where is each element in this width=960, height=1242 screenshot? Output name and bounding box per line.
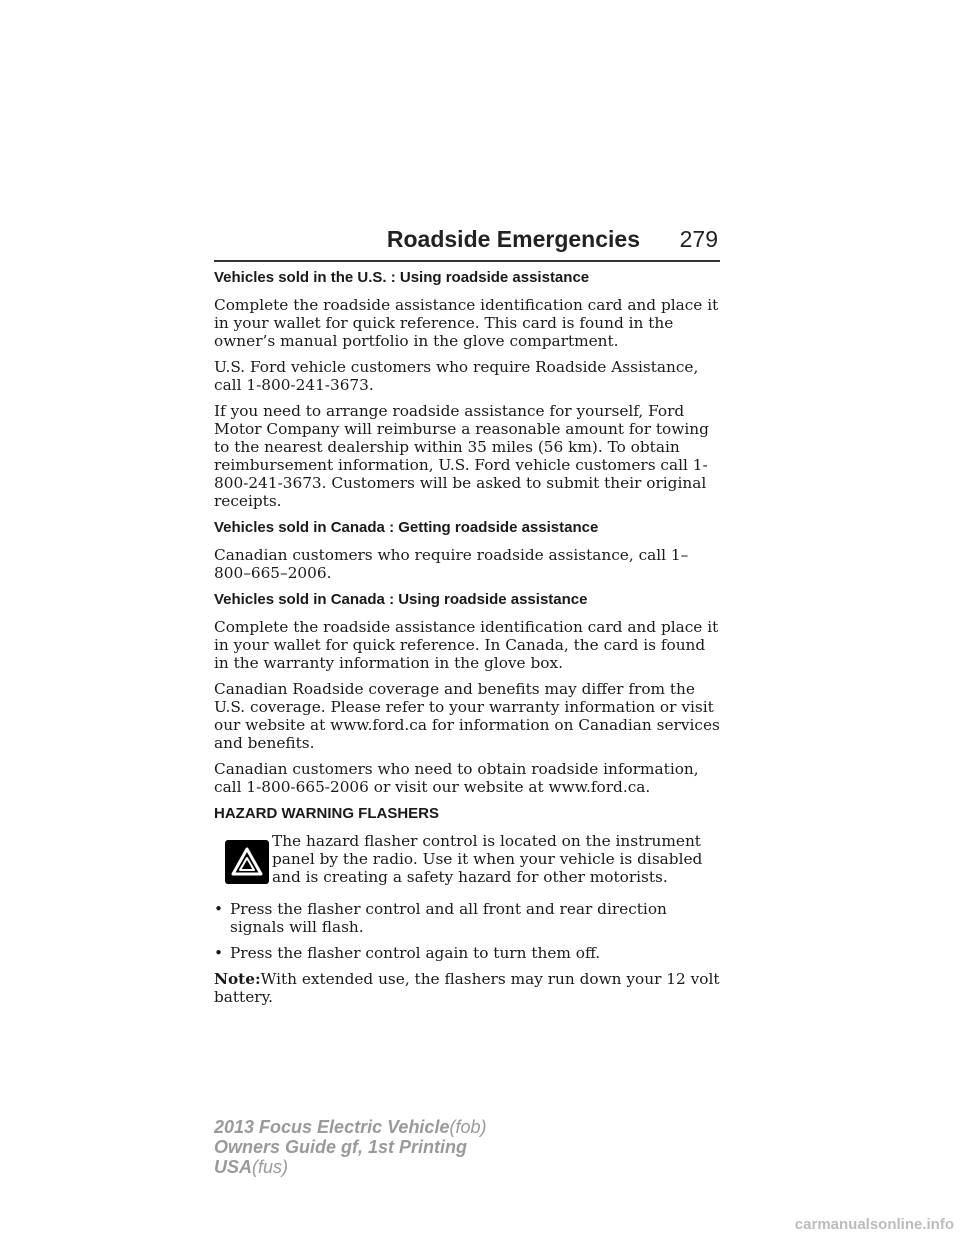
footer-market: USA xyxy=(214,1157,253,1177)
bullet-item-2: • Press the flasher control again to turn them off. xyxy=(214,944,722,962)
footer-line-3 xyxy=(214,1157,486,1177)
canada-use-heading: Vehicles sold in Canada : Using roadside assistance xyxy=(214,591,588,608)
us-heading: Vehicles sold in the U.S. : Using roadside assistance xyxy=(214,269,590,286)
canada-get-heading: Vehicles sold in Canada : Getting roadside assistance xyxy=(214,519,599,536)
page-number: 279 xyxy=(679,226,718,252)
footer-line-1 xyxy=(214,1117,486,1137)
note-paragraph xyxy=(214,970,722,1006)
header-rule xyxy=(214,260,720,262)
note-label: Note: xyxy=(214,970,261,988)
canada-get-paragraph: Canadian customers who require roadside assistance, call 1–800–665–2006. xyxy=(214,546,689,582)
us-paragraph-3: If you need to arrange roadside assistance for yourself, Ford Motor Company will reimburse a reasonable amount for towing to the nearest dealership within 35 miles (56 km). To obtain reimbursement information, U.S. Ford vehicle customers call 1-800-241-3673. Customers will be asked to submit their original receipts. xyxy=(214,402,709,510)
canada-use-paragraph-1: Complete the roadside assistance identification card and place it in your wallet for quick reference. In Canada, the card is found in the warranty information in the glove box. xyxy=(214,618,719,672)
footer-market-code: (fus) xyxy=(252,1157,289,1177)
hazard-heading: HAZARD WARNING FLASHERS xyxy=(214,805,439,822)
us-paragraph-1: Complete the roadside assistance identification card and place it in your wallet for quick reference. This card is found in the owner’s manual portfolio in the glove compartment. xyxy=(214,296,719,350)
us-paragraph-2: U.S. Ford vehicle customers who require Roadside Assistance, call 1-800-241-3673. xyxy=(214,358,699,394)
note-text: With extended use, the flashers may run down your 12 volt battery. xyxy=(214,970,720,1006)
hazard-paragraph: The hazard flasher control is located on the instrument panel by the radio. Use it when your vehicle is disabled and is creating a safety hazard for other motorists. xyxy=(272,832,703,886)
page-title: Roadside Emergencies xyxy=(386,226,640,252)
canada-use-paragraph-2: Canadian Roadside coverage and benefits may differ from the U.S. coverage. Please refer to your warranty information or visit our website at www.ford.ca for information on Canadian services and benefits. xyxy=(214,680,720,752)
footer-vehicle-code: (fob) xyxy=(449,1117,487,1137)
watermark: carmanualsonline.info xyxy=(794,1216,954,1233)
canada-use-paragraph-3: Canadian customers who need to obtain roadside information, call 1-800-665-2006 or visit our website at www.ford.ca. xyxy=(214,760,699,796)
bullet-item-1: • Press the flasher control and all front and rear direction signals will flash. xyxy=(214,900,722,936)
hazard-block xyxy=(214,832,722,892)
page-content xyxy=(214,268,722,1014)
footer-line-2: Owners Guide gf, 1st Printing xyxy=(214,1137,468,1157)
hazard-warning-triangle-icon xyxy=(225,840,269,884)
footer-vehicle: 2013 Focus Electric Vehicle xyxy=(214,1117,450,1137)
page-header xyxy=(214,226,720,258)
print-footer xyxy=(214,1117,486,1177)
